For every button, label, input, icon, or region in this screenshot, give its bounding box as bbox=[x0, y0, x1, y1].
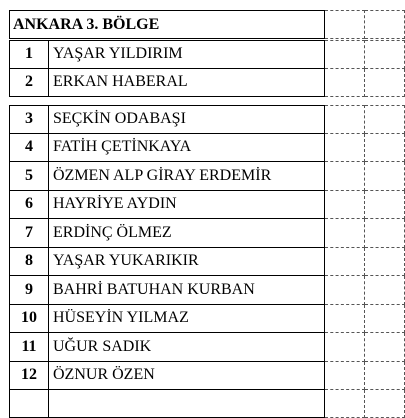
blank-cell bbox=[325, 305, 365, 334]
candidate-row bbox=[9, 105, 405, 134]
candidate-number: 11 bbox=[9, 333, 49, 362]
candidate-number: 4 bbox=[9, 134, 49, 163]
candidate-number: 5 bbox=[9, 162, 49, 191]
blank-cell bbox=[325, 40, 365, 69]
candidate-name: YAŞAR YUKARIKIR bbox=[49, 248, 325, 277]
region-title: ANKARA 3. BÖLGE bbox=[9, 10, 325, 39]
candidate-number: 2 bbox=[9, 69, 49, 98]
candidate-name: BAHRİ BATUHAN KURBAN bbox=[49, 276, 325, 305]
candidate-row bbox=[9, 333, 405, 362]
blank-cell bbox=[325, 162, 365, 191]
candidate-number: 1 bbox=[9, 40, 49, 69]
blank-cell bbox=[325, 191, 365, 220]
blank-cell bbox=[365, 69, 405, 98]
blank-cell bbox=[365, 390, 405, 418]
candidate-number: 7 bbox=[9, 219, 49, 248]
blank-cell bbox=[365, 276, 405, 305]
blank-cell bbox=[365, 305, 405, 334]
candidate-name: FATİH ÇETİNKAYA bbox=[49, 134, 325, 163]
candidate-row bbox=[9, 191, 405, 220]
blank-cell bbox=[365, 191, 405, 220]
candidate-number: 6 bbox=[9, 191, 49, 220]
candidate-name: YAŞAR YILDIRIM bbox=[49, 40, 325, 69]
candidate-number: 9 bbox=[9, 276, 49, 305]
candidate-number: 8 bbox=[9, 248, 49, 277]
blank-cell bbox=[325, 69, 365, 98]
blank-cell bbox=[325, 248, 365, 277]
blank-cell bbox=[325, 134, 365, 163]
candidate-name: HAYRİYE AYDIN bbox=[49, 191, 325, 220]
blank-cell bbox=[365, 362, 405, 391]
empty-cell bbox=[9, 390, 49, 418]
blank-cell bbox=[365, 10, 405, 39]
candidate-name: ERDİNÇ ÖLMEZ bbox=[49, 219, 325, 248]
empty-row bbox=[9, 390, 405, 418]
blank-cell bbox=[325, 362, 365, 391]
blank-cell bbox=[365, 134, 405, 163]
candidate-name: SEÇKİN ODABAŞI bbox=[49, 105, 325, 134]
empty-cell bbox=[49, 390, 325, 418]
blank-cell bbox=[365, 162, 405, 191]
candidate-row bbox=[9, 134, 405, 163]
candidate-row bbox=[9, 219, 405, 248]
candidate-name: ERKAN HABERAL bbox=[49, 69, 325, 98]
candidate-name: HÜSEYİN YILMAZ bbox=[49, 305, 325, 334]
blank-cell bbox=[365, 105, 405, 134]
blank-cell bbox=[365, 333, 405, 362]
blank-cell bbox=[325, 276, 365, 305]
blank-cell bbox=[325, 10, 365, 39]
candidate-row bbox=[9, 248, 405, 277]
blank-cell bbox=[365, 248, 405, 277]
blank-cell bbox=[325, 390, 365, 418]
blank-cell bbox=[325, 333, 365, 362]
candidate-row bbox=[9, 40, 405, 69]
blank-cell bbox=[325, 105, 365, 134]
candidate-number: 10 bbox=[9, 305, 49, 334]
candidate-row bbox=[9, 276, 405, 305]
candidate-number: 3 bbox=[9, 105, 49, 134]
candidate-number: 12 bbox=[9, 362, 49, 391]
candidate-name: ÖZNUR ÖZEN bbox=[49, 362, 325, 391]
blank-cell bbox=[325, 219, 365, 248]
candidate-row bbox=[9, 69, 405, 98]
title-row bbox=[9, 10, 405, 39]
candidate-row bbox=[9, 162, 405, 191]
candidate-name: ÖZMEN ALP GİRAY ERDEMİR bbox=[49, 162, 325, 191]
candidate-row bbox=[9, 305, 405, 334]
blank-cell bbox=[365, 40, 405, 69]
candidate-name: UĞUR SADIK bbox=[49, 333, 325, 362]
candidate-row bbox=[9, 362, 405, 391]
blank-cell bbox=[365, 219, 405, 248]
candidate-list-table bbox=[9, 10, 405, 418]
